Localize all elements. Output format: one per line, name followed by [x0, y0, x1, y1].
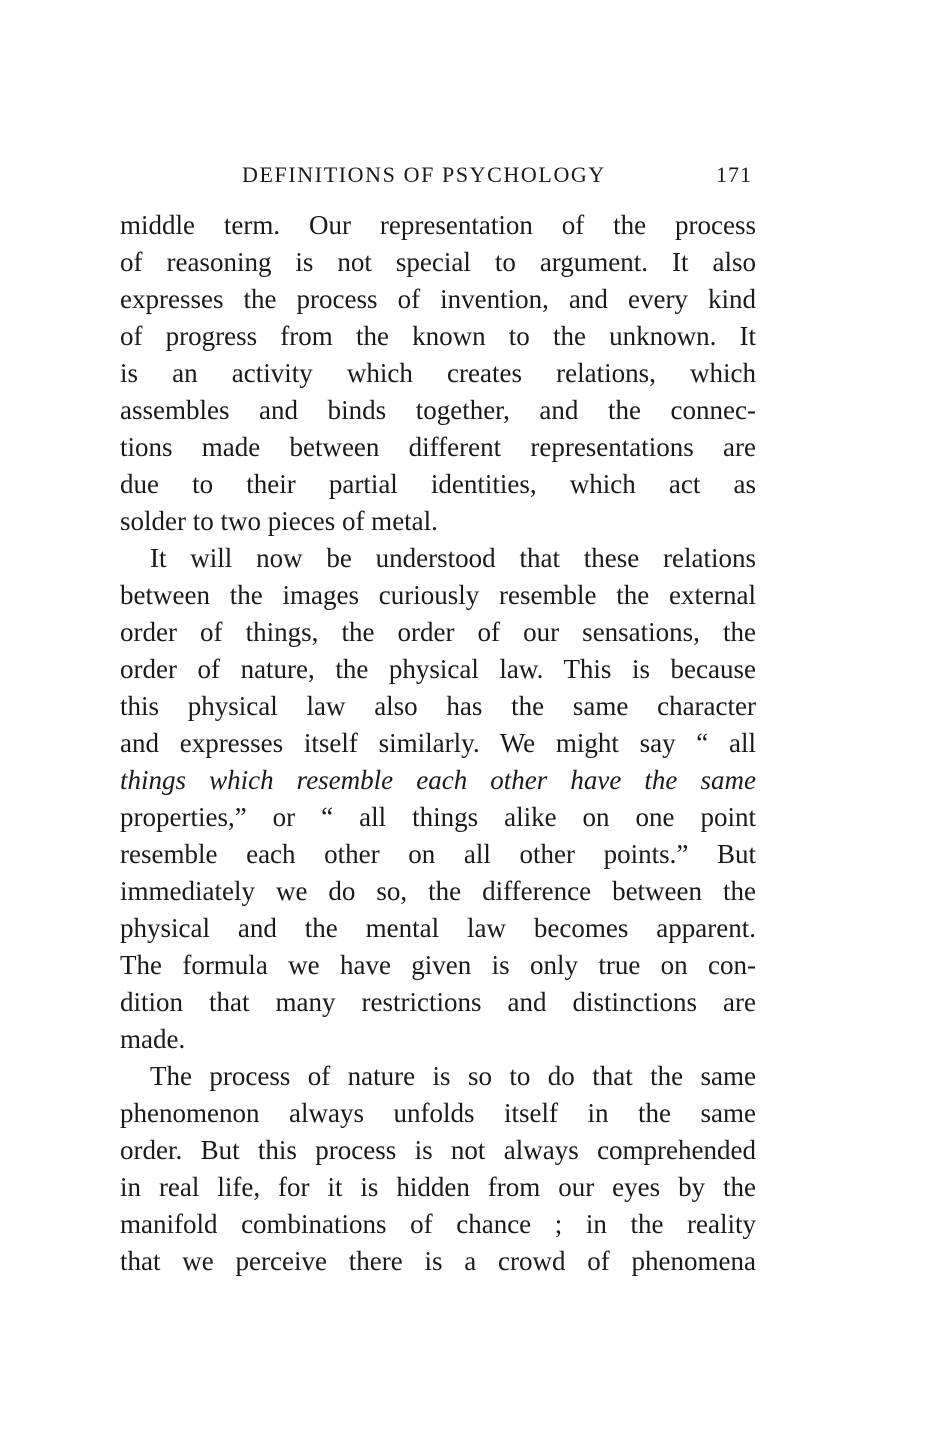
- text-line: of reasoning is not special to argument. It also: [120, 247, 756, 277]
- text-line: resemble each other on all other points.” But: [120, 839, 756, 869]
- text-line: solder to two pieces of metal.: [120, 506, 438, 536]
- text-line: order of things, the order of our sensations, the: [120, 617, 756, 647]
- text-line: manifold combinations of chance ; in the reality: [120, 1209, 756, 1239]
- text-line: The formula we have given is only true on con-: [120, 950, 756, 980]
- text-line: in real life, for it is hidden from our eyes by the: [120, 1172, 756, 1202]
- paragraph-1: [120, 207, 756, 540]
- text-line: middle term. Our representation of the process: [120, 210, 756, 240]
- page-number: 171: [716, 162, 752, 187]
- text-line: tions made between different representations are: [120, 432, 756, 462]
- paragraph-2: [120, 540, 756, 1058]
- paragraph-3: [120, 1058, 756, 1280]
- text-line: due to their partial identities, which act as: [120, 469, 756, 499]
- text-line: between the images curiously resemble the external: [120, 580, 756, 610]
- text-line: made.: [120, 1024, 186, 1054]
- text-line: order of nature, the physical law. This is because: [120, 654, 756, 684]
- text-line: physical and the mental law becomes apparent.: [120, 913, 756, 943]
- body-text: [120, 207, 756, 1280]
- text-line: assembles and binds together, and the connec-: [120, 395, 756, 425]
- text-line: order. But this process is not always comprehended: [120, 1135, 756, 1165]
- text-line: dition that many restrictions and distinctions are: [120, 987, 756, 1017]
- text-line: The process of nature is so to do that the same: [150, 1061, 756, 1091]
- text-line: that we perceive there is a crowd of phenomena: [120, 1246, 756, 1276]
- text-line: is an activity which creates relations, which: [120, 358, 756, 388]
- text-line: this physical law also has the same character: [120, 691, 756, 721]
- text-line: properties,” or “ all things alike on one point: [120, 802, 756, 832]
- text-line: and expresses itself similarly. We might say “ all: [120, 728, 756, 758]
- text-line: of progress from the known to the unknown. It: [120, 321, 756, 351]
- text-line: phenomenon always unfolds itself in the same: [120, 1098, 756, 1128]
- text-line: expresses the process of invention, and every kind: [120, 284, 756, 314]
- running-title: DEFINITIONS OF PSYCHOLOGY: [242, 162, 606, 187]
- text-line: immediately we do so, the difference between the: [120, 876, 756, 906]
- text-line-italic: things which resemble each other have the same: [120, 765, 756, 795]
- text-line: It will now be understood that these relations: [150, 543, 756, 573]
- running-head: [120, 158, 756, 190]
